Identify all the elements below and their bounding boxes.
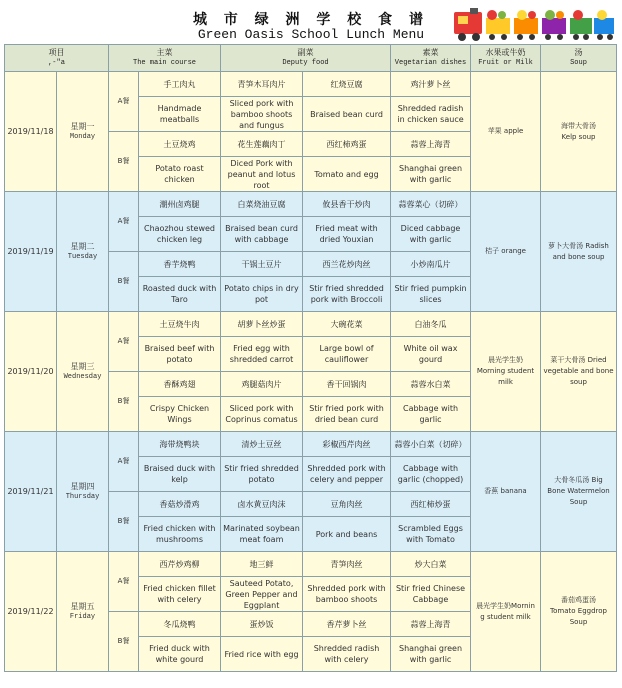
deputy-dish-cn: 地三鲜 [221,552,303,577]
train-illustration [452,6,617,44]
header-item: 项目 ,-"a [5,45,109,72]
veg-dish-cn: 西兰花炒肉丝 [303,252,391,277]
fruit-cell: 苹果 apple [471,72,541,192]
extra-dish-en: White oil wax gourd [391,337,471,372]
extra-dish-cn: 蒜蓉上海青 [391,132,471,157]
date-cell: 2019/11/21 [5,432,57,552]
meal-label: A餐 [109,552,139,612]
veg-dish-cn: 青笋肉丝 [303,552,391,577]
weekday-cell: 星期一 Monday [57,72,109,192]
veg-dish-cn: 攸县香干炒肉 [303,192,391,217]
extra-dish-en: Cabbage with garlic [391,397,471,432]
date-cell: 2019/11/18 [5,72,57,192]
deputy-dish-cn: 卤水黄豆肉沫 [221,492,303,517]
main-dish-cn: 香菇炒滑鸡 [139,492,221,517]
deputy-dish-cn: 白菜烧油豆腐 [221,192,303,217]
deputy-dish-cn: 蛋炒饭 [221,612,303,637]
deputy-dish-cn: 青笋木耳肉片 [221,72,303,97]
deputy-dish-en: Braised bean curd with cabbage [221,217,303,252]
main-dish-cn: 手工肉丸 [139,72,221,97]
veg-dish-cn: 豆角肉丝 [303,492,391,517]
main-dish-cn: 香酥鸡翅 [139,372,221,397]
table-row [5,312,617,337]
fruit-cell: 香蕉 banana [471,432,541,552]
header-soup: 汤 Soup [541,45,617,72]
weekday-cell: 星期三 Wednesday [57,312,109,432]
deputy-dish-en: Potato chips in dry pot [221,277,303,312]
meal-label: B餐 [109,492,139,552]
main-dish-cn: 香芋烧鸭 [139,252,221,277]
soup-cell: 菜干大骨汤 Dried vegetable and bone soup [541,312,617,432]
title-english: Green Oasis School Lunch Menu [197,27,425,42]
extra-dish-cn: 西红柿炒蛋 [391,492,471,517]
date-cell: 2019/11/20 [5,312,57,432]
soup-cell: 海带大骨汤 Kelp soup [541,72,617,192]
deputy-dish-en: Diced Pork with peanut and lotus root [221,157,303,192]
soup-cell: 大骨冬瓜汤 Big Bone Watermelon Soup [541,432,617,552]
deputy-dish-cn: 胡萝卜丝炒蛋 [221,312,303,337]
veg-dish-en: Stir fried shredded pork with Broccoli [303,277,391,312]
veg-dish-en: Stir fried pork with dried bean curd [303,397,391,432]
main-dish-en: Chaozhou stewed chicken leg [139,217,221,252]
extra-dish-en: Scrambled Eggs with Tomato [391,517,471,552]
veg-dish-cn: 西红柿鸡蛋 [303,132,391,157]
main-dish-en: Crispy Chicken Wings [139,397,221,432]
table-row [5,192,617,217]
fruit-cell: 晨光学生奶Mornin g student milk [471,552,541,672]
soup-cell: 萝卜大骨汤 Radish and bone soup [541,192,617,312]
veg-dish-en: Fried meat with dried Youxian [303,217,391,252]
deputy-dish-en: Fried rice with egg [221,637,303,672]
main-dish-cn: 冬瓜烧鸭 [139,612,221,637]
veg-dish-en: Pork and beans [303,517,391,552]
extra-dish-cn: 蒜蓉水白菜 [391,372,471,397]
table-row [5,432,617,457]
veg-dish-en: Shredded pork with celery and pepper [303,457,391,492]
main-dish-en: Fried chicken with mushrooms [139,517,221,552]
veg-dish-en: Shredded radish with celery [303,637,391,672]
table-row [5,72,617,97]
veg-dish-en: Shredded pork with bamboo shoots [303,577,391,612]
main-dish-en: Roasted duck with Taro [139,277,221,312]
fruit-cell: 晨光学生奶 Morning student milk [471,312,541,432]
veg-dish-cn: 彩椒西芹肉丝 [303,432,391,457]
main-dish-en: Braised duck with kelp [139,457,221,492]
meal-label: A餐 [109,72,139,132]
extra-dish-cn: 蒜蓉上海青 [391,612,471,637]
meal-label: B餐 [109,252,139,312]
main-dish-cn: 西芹炒鸡柳 [139,552,221,577]
weekday-cell: 星期二 Tuesday [57,192,109,312]
deputy-dish-en: Fried egg with shredded carrot [221,337,303,372]
extra-dish-en: Shanghai green with garlic [391,637,471,672]
table-row [5,552,617,577]
deputy-dish-en: Sliced pork with bamboo shoots and fungus [221,97,303,132]
deputy-dish-en: Stir fried shredded potato [221,457,303,492]
main-dish-cn: 土豆烧牛肉 [139,312,221,337]
meal-label: A餐 [109,312,139,372]
extra-dish-cn: 鸡汁萝卜丝 [391,72,471,97]
extra-dish-cn: 蒜蓉菜心（切碎） [391,192,471,217]
main-dish-en: Fried chicken fillet with celery [139,577,221,612]
header [0,0,622,44]
extra-dish-cn: 炒大白菜 [391,552,471,577]
deputy-dish-en: Marinated soybean meat foam [221,517,303,552]
extra-dish-en: Shanghai green with garlic [391,157,471,192]
weekday-cell: 星期五 Friday [57,552,109,672]
veg-dish-cn: 香芹萝卜丝 [303,612,391,637]
veg-dish-en: Braised bean curd [303,97,391,132]
main-dish-cn: 土豆烧鸡 [139,132,221,157]
meal-label: B餐 [109,612,139,672]
title-chinese: 城 市 绿 洲 学 校 食 谱 [192,12,430,28]
meal-label: B餐 [109,132,139,192]
veg-dish-cn: 香干回锅肉 [303,372,391,397]
deputy-dish-en: Sauteed Potato, Green Pepper and Eggplant [221,577,303,612]
table-header-row [5,45,617,72]
main-dish-en: Potato roast chicken [139,157,221,192]
deputy-dish-en: Sliced pork with Coprinus comatus [221,397,303,432]
extra-dish-cn: 蒜蓉小白菜（切碎） [391,432,471,457]
extra-dish-cn: 小炒南瓜片 [391,252,471,277]
veg-dish-en: Tomato and egg [303,157,391,192]
deputy-dish-cn: 干锅土豆片 [221,252,303,277]
veg-dish-en: Large bowl of cauliflower [303,337,391,372]
extra-dish-en: Diced cabbage with garlic [391,217,471,252]
extra-dish-en: Shredded radish in chicken sauce [391,97,471,132]
weekday-cell: 星期四 Thursday [57,432,109,552]
deputy-dish-cn: 清炒土豆丝 [221,432,303,457]
deputy-dish-cn: 花生莲藕肉丁 [221,132,303,157]
meal-label: A餐 [109,432,139,492]
header-deputy-food: 副菜 Deputy food [221,45,391,72]
date-cell: 2019/11/22 [5,552,57,672]
date-cell: 2019/11/19 [5,192,57,312]
menu-table [4,44,617,672]
soup-cell: 番茄鸡蛋汤 Tomato Eggdrop Soup [541,552,617,672]
extra-dish-cn: 白油冬瓜 [391,312,471,337]
extra-dish-en: Stir fried pumpkin slices [391,277,471,312]
main-dish-en: Handmade meatballs [139,97,221,132]
veg-dish-cn: 红烧豆腐 [303,72,391,97]
extra-dish-en: Stir fried Chinese Cabbage [391,577,471,612]
veg-dish-cn: 大碗花菜 [303,312,391,337]
main-dish-cn: 潮州卤鸡腿 [139,192,221,217]
extra-dish-en: Cabbage with garlic (chopped) [391,457,471,492]
deputy-dish-cn: 鸡腿菇肉片 [221,372,303,397]
main-dish-cn: 海带烧鸭块 [139,432,221,457]
header-main-course: 主菜 The main course [109,45,221,72]
meal-label: B餐 [109,372,139,432]
main-dish-en: Fried duck with white gourd [139,637,221,672]
header-fruit-milk: 水果或牛奶 Fruit or Milk [471,45,541,72]
header-vegetarian: 素菜 Vegetarian dishes [391,45,471,72]
fruit-cell: 桔子 orange [471,192,541,312]
meal-label: A餐 [109,192,139,252]
main-dish-en: Braised beef with potato [139,337,221,372]
